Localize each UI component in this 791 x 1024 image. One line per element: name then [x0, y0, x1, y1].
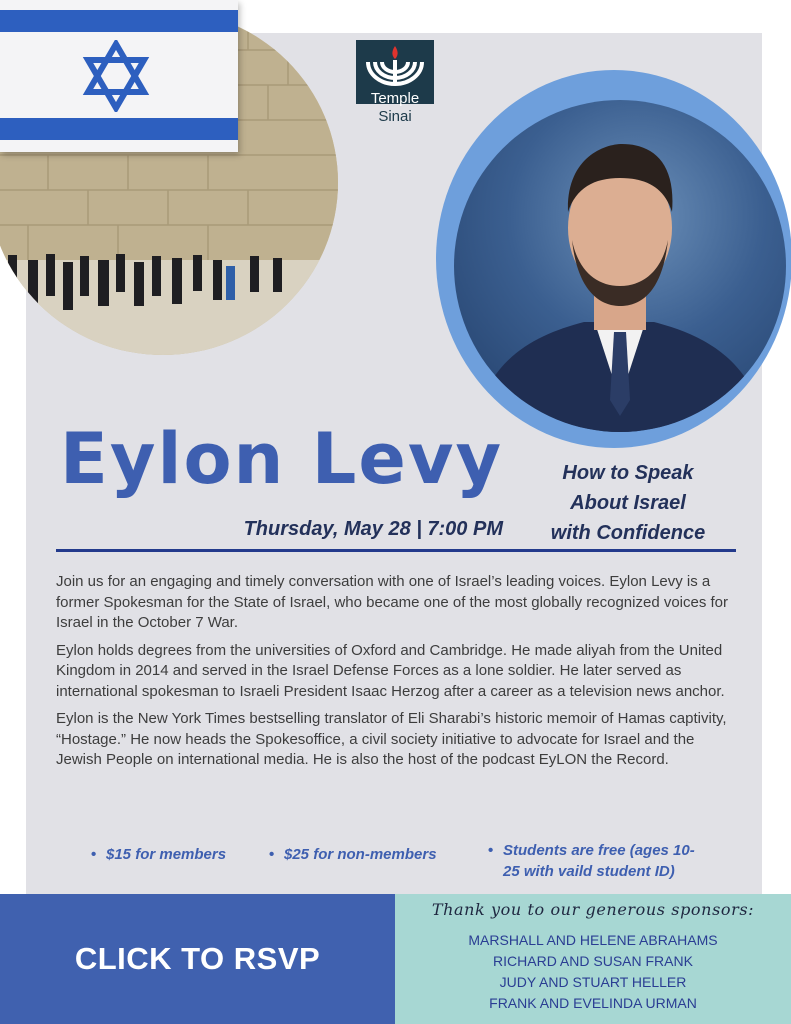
divider — [56, 549, 736, 552]
sponsors-panel — [395, 894, 791, 1024]
sponsor-name: FRANK AND EVELINDA URMAN — [489, 995, 697, 1011]
price-non-members-text: $25 for non-members — [284, 846, 437, 863]
bullet-icon: • — [269, 846, 275, 863]
sponsor-name: JUDY AND STUART HELLER — [499, 974, 687, 990]
description-paragraph-2: Eylon holds degrees from the universities of Oxford and Cambridge. He made aliyah from the United Kingdom in 2014 and served in the Israel Defense Forces as a lone soldier. He later served as international spokesman to Israeli President Isaac Herzog after a career as a television news anchor. — [56, 641, 725, 700]
sponsors-list — [395, 930, 791, 1014]
price-students-line-2: 25 with vaild student ID) — [503, 863, 675, 880]
price-students-line-1: Students are free (ages 10- — [503, 842, 695, 859]
price-members — [91, 844, 227, 865]
logo-text-temple: Temple — [370, 90, 420, 107]
event-datetime: Thursday, May 28 | 7:00 PM — [243, 518, 503, 540]
israel-flag-icon — [0, 0, 238, 152]
bullet-icon: • — [488, 842, 494, 859]
sponsor-name: MARSHALL AND HELENE ABRAHAMS — [468, 932, 718, 948]
event-subtitle — [528, 458, 728, 548]
description-paragraph-3: Eylon is the New York Times bestselling translator of Eli Sharabi’s historic memoir of Hamas captivity, “Hostage.” He now heads the Spokesoffice, a civil society initiative to advocate for Israel and the Jewish People on international media. He is also the host of the podcast EyLON the Record. — [56, 710, 727, 768]
speaker-illustration — [454, 100, 786, 432]
subtitle-line-1: How to Speak — [562, 462, 694, 484]
event-description — [56, 572, 736, 778]
logo-text-sinai: Sinai — [378, 108, 412, 125]
price-non-members — [269, 844, 437, 865]
sponsor-name: RICHARD AND SUSAN FRANK — [493, 953, 693, 969]
price-members-text: $15 for members — [106, 846, 227, 863]
menorah-logo-icon — [356, 40, 434, 92]
temple-sinai-logo — [356, 40, 436, 126]
description-paragraph-1: Join us for an engaging and timely conversation with one of Israel’s leading voices. Eylon Levy is a former Spokesman for the State of Israel, who became one of the most globally recognized voices for Israel in the October 7 War. — [56, 573, 729, 631]
subtitle-line-3: with Confidence — [550, 522, 706, 544]
subtitle-line-2: About Israel — [570, 492, 686, 514]
sponsors-heading: Thank you to our generous sponsors: — [431, 900, 755, 919]
price-students — [488, 840, 695, 882]
speaker-name: Eylon Levy — [60, 418, 504, 500]
star-of-david-icon — [80, 40, 152, 112]
flag-stripe-bottom — [0, 118, 238, 140]
rsvp-button[interactable]: CLICK TO RSVP — [0, 894, 395, 1024]
flag-stripe-top — [0, 10, 238, 32]
bullet-icon: • — [91, 846, 97, 863]
speaker-portrait — [454, 100, 786, 432]
